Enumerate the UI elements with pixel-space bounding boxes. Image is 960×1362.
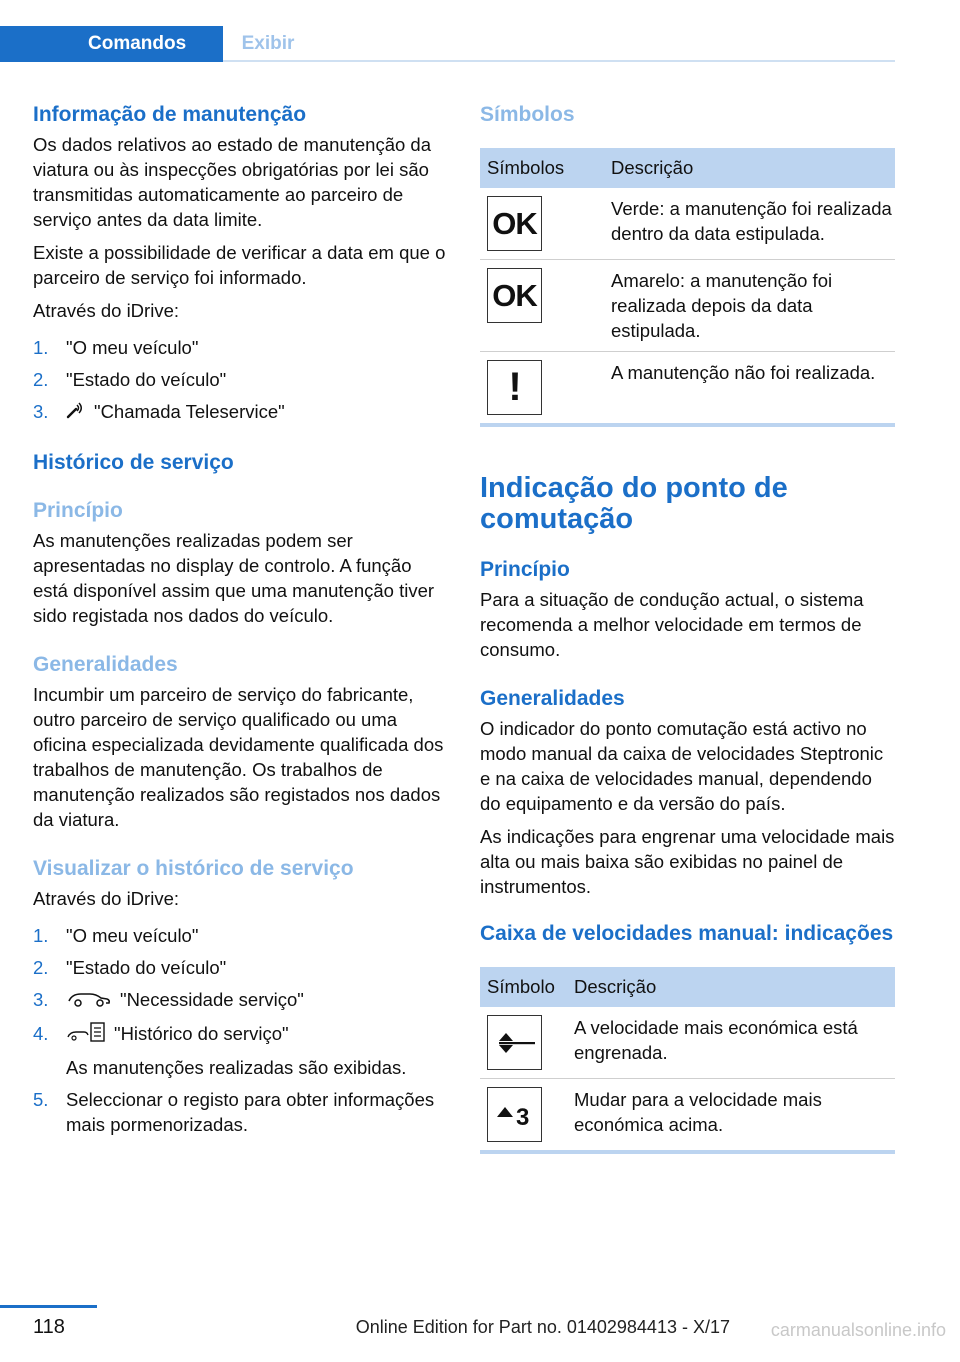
- ok-yellow-icon: OK: [487, 268, 542, 323]
- column-header-description: Descrição: [604, 148, 895, 188]
- maintenance-paragraph-2: Existe a possibilidade de verificar a data em que o parceiro de serviço foi informado.: [33, 242, 446, 288]
- tab-comandos[interactable]: Comandos: [0, 26, 223, 62]
- general-heading-right: Generalidades: [480, 687, 625, 710]
- table-row: ! A manutenção não foi realizada.: [480, 352, 895, 426]
- list-item: 1. "O meu veículo": [33, 337, 199, 358]
- list-item: 5. Seleccionar o registo para obter informações mais pormenorizadas.: [33, 1089, 435, 1136]
- idrive-intro: Através do iDrive:: [33, 300, 179, 321]
- warning-exclamation-icon: !: [487, 360, 542, 415]
- general-paragraph: Incumbir um parceiro de serviço do fabricante, outro parceiro de serviço qualificado ou uma oficina especializada devidamente qualificada dos trabalhos de manutenção. Os trabalhos de manutenção realizados são registados nos dados da viatura.: [33, 684, 444, 831]
- maintenance-symbols-table: [480, 148, 895, 427]
- general-paragraph-right-2: As indicações para engrenar uma velocidade mais alta ou mais baixa são exibidas no painel de instrumentos.: [480, 826, 895, 897]
- svg-text:3: 3: [515, 1103, 529, 1129]
- general-heading: Generalidades: [33, 653, 178, 677]
- footer-rule: [0, 1305, 97, 1308]
- table-header-row: [480, 148, 895, 188]
- right-column: [480, 100, 895, 1154]
- column-header-symbols: Símbolos: [480, 148, 604, 188]
- optimal-gear-icon: [487, 1015, 542, 1070]
- maintenance-info-heading: Informação de manutenção: [33, 103, 307, 126]
- list-item: 2. "Estado do veículo": [33, 957, 227, 979]
- list-item: 3. "Chamada Teleservice": [33, 399, 447, 426]
- maintenance-paragraph-1: Os dados relativos ao estado de manutenção da viatura ou às inspecções obrigatórias por lei são transmitidas automaticamente ao parceiro de serviço antes da data limite.: [33, 134, 432, 230]
- table-row: 3 Mudar para a velocidade mais económica acima.: [480, 1079, 895, 1153]
- symbols-heading: Símbolos: [480, 103, 575, 126]
- general-paragraph-right-1: O indicador do ponto comutação está activo no modo manual da caixa de velocidades Steptronic e na caixa de velocidades manual, dependendo do equipamento e da versão do país.: [480, 718, 884, 814]
- tab-exibir[interactable]: Exibir: [241, 33, 295, 54]
- list-item: 4. "Histórico do serviço" As manutenções realizadas são exibidas.: [33, 1023, 407, 1079]
- column-header-symbol: Símbolo: [480, 967, 567, 1007]
- service-need-icon: [66, 988, 112, 1014]
- chapter-tabs: [0, 26, 895, 62]
- service-history-heading: Histórico de serviço: [33, 451, 234, 475]
- shift-point-heading: Indicação do ponto de comutação: [480, 472, 788, 535]
- gear-indicator-table: [480, 967, 895, 1154]
- watermark: carmanualsonline.info: [770, 1320, 946, 1340]
- edition-text: Online Edition for Part no. 01402984413 - X/17: [355, 1317, 730, 1337]
- list-item: 1. "O meu veículo": [33, 925, 199, 947]
- steps-list-1: [33, 335, 447, 426]
- table-row: OK Verde: a manutenção foi realizada dentro da data estipulada.: [480, 188, 895, 260]
- table-row: OK Amarelo: a manutenção foi realizada depois da data estipulada.: [480, 260, 895, 352]
- steps-list-2: [33, 923, 447, 1137]
- column-header-description: Descrição: [567, 967, 895, 1007]
- table-header-row: [480, 967, 895, 1007]
- view-history-heading: Visualizar o histórico de serviço: [33, 857, 354, 881]
- list-item: 3. "Necessidade serviço": [33, 987, 447, 1014]
- ok-green-icon: OK: [487, 196, 542, 251]
- principle-paragraph: As manutenções realizadas podem ser apresentadas no display de controlo. A função está disponível assim que uma manutenção tiver sido registada nos dados do veículo.: [33, 530, 435, 627]
- principle-heading-right: Princípio: [480, 558, 570, 581]
- list-item: 2. "Estado do veículo": [33, 369, 227, 390]
- upshift-icon: [487, 1087, 542, 1142]
- principle-paragraph-right: Para a situação de condução actual, o sistema recomenda a melhor velocidade em termos de consumo.: [480, 589, 864, 660]
- service-history-icon: [66, 1021, 106, 1049]
- principle-heading: Princípio: [33, 499, 123, 523]
- teleservice-icon: [66, 400, 86, 426]
- page-number: 118: [33, 1316, 65, 1338]
- manual-gearbox-heading: Caixa de velocidades manual: indicações: [480, 922, 894, 945]
- idrive-intro-2: Através do iDrive:: [33, 888, 179, 910]
- left-column: [33, 100, 447, 1144]
- table-row: A velocidade mais económica está engrenada.: [480, 1007, 895, 1079]
